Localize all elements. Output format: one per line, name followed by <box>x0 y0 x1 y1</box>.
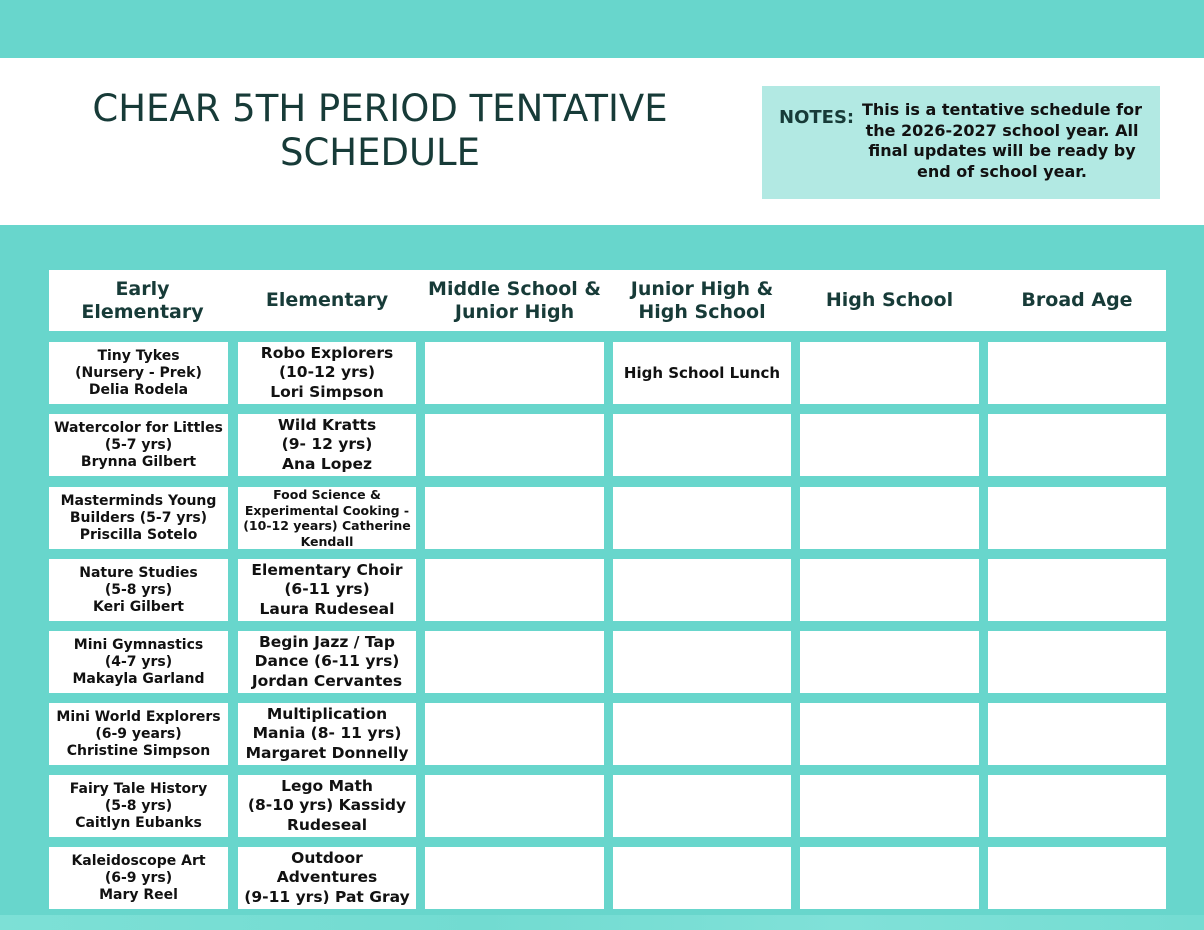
empty-schedule-cell <box>425 414 604 476</box>
page-title: CHEAR 5TH PERIOD TENTATIVE SCHEDULE <box>92 87 668 174</box>
column-header-label: High School <box>825 289 954 311</box>
column-header <box>49 270 236 331</box>
empty-schedule-cell <box>800 847 979 909</box>
empty-schedule-cell <box>988 414 1166 476</box>
empty-schedule-cell <box>800 703 979 765</box>
schedule-cell <box>49 487 228 549</box>
empty-schedule-cell <box>613 703 791 765</box>
schedule-cell <box>238 559 416 621</box>
schedule-cell <box>49 847 228 909</box>
schedule-cell <box>49 775 228 837</box>
empty-schedule-cell <box>425 559 604 621</box>
empty-schedule-cell <box>425 342 604 404</box>
empty-schedule-cell <box>425 847 604 909</box>
column-header <box>421 270 608 331</box>
column-header-label: Broad Age <box>1021 289 1133 311</box>
schedule-cell <box>238 414 416 476</box>
class-entry: Mini World Explorers (6-9 years) Christine Simpson <box>56 708 221 759</box>
class-entry: Kaleidoscope Art (6-9 yrs) Mary Reel <box>71 852 206 903</box>
bottom-accent-strip <box>0 915 1204 930</box>
schedule-cell <box>238 775 416 837</box>
empty-schedule-cell <box>425 487 604 549</box>
class-entry: Multiplication Mania (8- 11 yrs) Margaret Donnelly <box>245 704 409 762</box>
empty-schedule-cell <box>988 775 1166 837</box>
schedule-cell <box>238 487 416 549</box>
schedule-cell <box>613 342 791 404</box>
class-entry: Masterminds Young Builders (5-7 yrs) Priscilla Sotelo <box>60 492 217 543</box>
notes-text: This is a tentative schedule for the 2026-2027 school year. All final updates will be ready by end of school year. <box>862 100 1142 181</box>
empty-schedule-cell <box>988 847 1166 909</box>
schedule-cell <box>238 342 416 404</box>
class-entry: Tiny Tykes (Nursery - Prek) Delia Rodela <box>75 347 202 398</box>
class-entry: Outdoor Adventures (9-11 yrs) Pat Gray <box>244 848 410 906</box>
schedule-cell <box>49 342 228 404</box>
empty-schedule-cell <box>425 775 604 837</box>
empty-schedule-cell <box>800 775 979 837</box>
table-header-row <box>49 270 1166 331</box>
notes-box <box>762 86 1160 199</box>
top-accent-band <box>0 0 1204 58</box>
column-header <box>609 270 795 331</box>
schedule-cell <box>49 559 228 621</box>
class-entry: Begin Jazz / Tap Dance (6-11 yrs) Jordan Cervantes <box>251 632 403 690</box>
class-entry: Elementary Choir (6-11 yrs) Laura Rudeseal <box>251 560 403 618</box>
empty-schedule-cell <box>988 487 1166 549</box>
empty-schedule-cell <box>800 414 979 476</box>
notes-label: NOTES: <box>779 107 855 128</box>
class-entry: Watercolor for Littles (5-7 yrs) Brynna Gilbert <box>54 419 223 470</box>
column-header <box>796 270 983 331</box>
empty-schedule-cell <box>613 847 791 909</box>
column-header-label: Junior High & High School <box>630 277 774 323</box>
empty-schedule-cell <box>988 703 1166 765</box>
empty-schedule-cell <box>613 559 791 621</box>
empty-schedule-cell <box>613 775 791 837</box>
empty-schedule-cell <box>425 631 604 693</box>
empty-schedule-cell <box>800 559 979 621</box>
empty-schedule-cell <box>425 703 604 765</box>
empty-schedule-cell <box>988 342 1166 404</box>
column-header <box>984 270 1170 331</box>
column-header-label: Elementary <box>265 289 389 311</box>
class-entry: Mini Gymnastics (4-7 yrs) Makayla Garland <box>72 636 205 687</box>
empty-schedule-cell <box>800 631 979 693</box>
schedule-cell <box>49 703 228 765</box>
schedule-cell <box>49 631 228 693</box>
empty-schedule-cell <box>988 631 1166 693</box>
column-header <box>234 270 420 331</box>
class-entry: High School Lunch <box>623 364 781 382</box>
schedule-cell <box>238 703 416 765</box>
class-entry: Lego Math (8-10 yrs) Kassidy Rudeseal <box>247 776 407 834</box>
empty-schedule-cell <box>613 487 791 549</box>
column-header-label: Middle School & Junior High <box>428 277 601 323</box>
class-entry: Nature Studies (5-8 yrs) Keri Gilbert <box>79 564 198 615</box>
schedule-cell <box>238 847 416 909</box>
class-entry: Food Science & Experimental Cooking - (10-12 years) Catherine Kendall <box>243 487 411 549</box>
empty-schedule-cell <box>613 414 791 476</box>
empty-schedule-cell <box>800 342 979 404</box>
schedule-cell <box>49 414 228 476</box>
empty-schedule-cell <box>800 487 979 549</box>
class-entry: Fairy Tale History (5-8 yrs) Caitlyn Eubanks <box>69 780 208 831</box>
class-entry: Wild Kratts (9- 12 yrs) Ana Lopez <box>277 415 377 473</box>
empty-schedule-cell <box>988 559 1166 621</box>
schedule-cell <box>238 631 416 693</box>
column-header-label: Early Elementary <box>81 277 204 323</box>
empty-schedule-cell <box>613 631 791 693</box>
class-entry: Robo Explorers (10-12 yrs) Lori Simpson <box>260 343 394 401</box>
